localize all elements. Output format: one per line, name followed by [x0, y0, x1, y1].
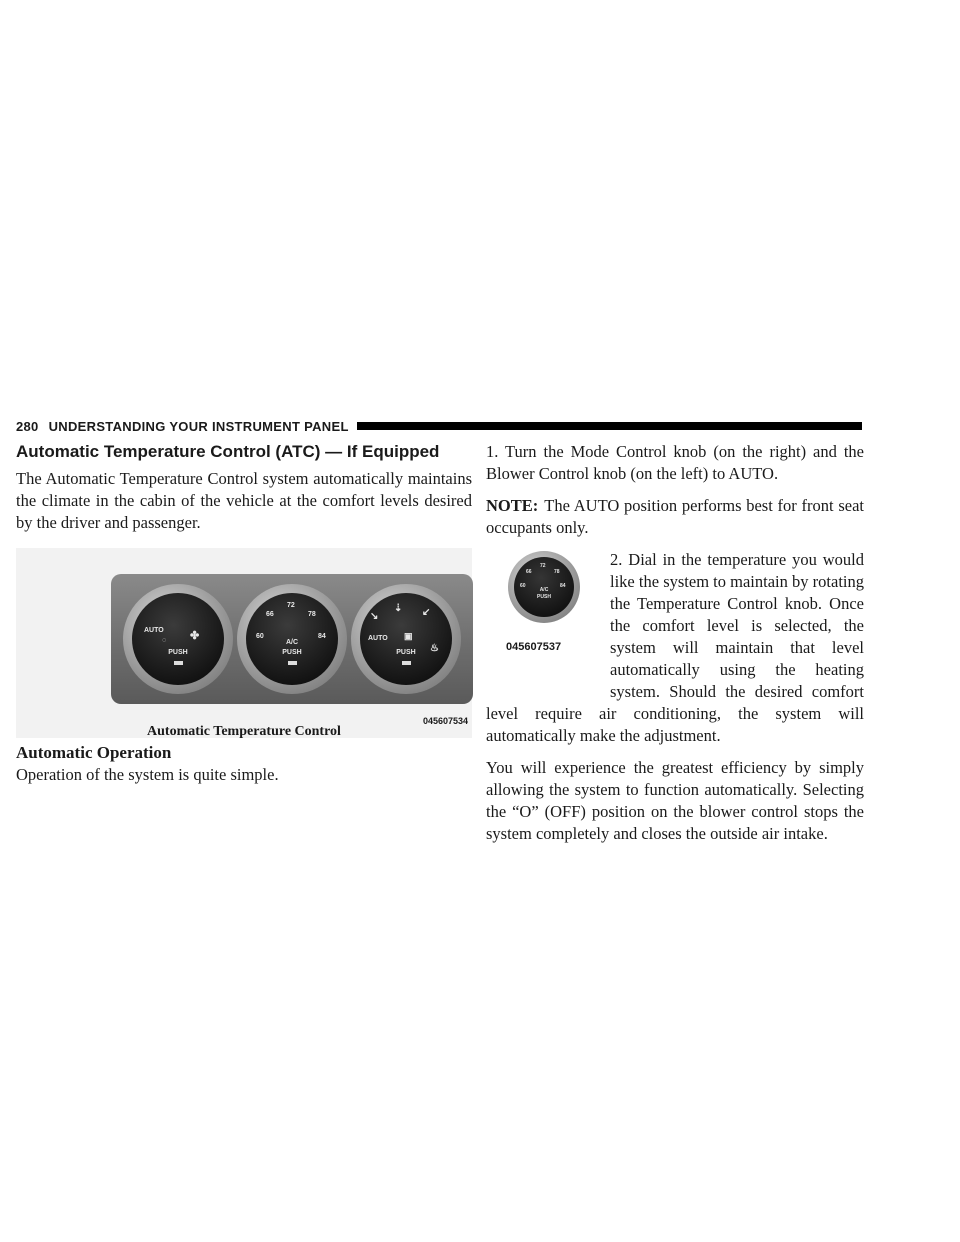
atc-figure	[16, 548, 472, 738]
step-1: 1. Turn the Mode Control knob (on the right) and the Blower Control knob (on the left) to AUTO.	[486, 442, 864, 483]
left-column	[16, 441, 472, 786]
automatic-operation-heading: Automatic Operation	[16, 743, 172, 762]
mode-knob	[351, 584, 461, 694]
figure-caption: Automatic Temperature Control	[147, 724, 341, 739]
blower-auto-label: AUTO	[144, 627, 164, 634]
defrost-icon: ♨	[430, 643, 439, 654]
step-2: 2. Dial in the temperature you would like the system to maintain by rotating the Temperature Control knob. Once the comfort level is selected, the system will maintain that level automatically using the heating system. Should the desired comfort level require air conditioning, the system will automatically make the adjustment.	[486, 550, 864, 745]
bilevel-icon: ⇣	[394, 603, 403, 614]
ac-label: A/C	[285, 639, 299, 646]
small-figure-id: 045607537	[506, 641, 562, 653]
small-72-label: 72	[540, 563, 546, 569]
note-text: The AUTO position performs best for front seat occupants only.	[486, 496, 864, 537]
blower-push-label: PUSH	[168, 649, 188, 656]
floor-icon: ↙	[422, 607, 431, 618]
page-header	[16, 418, 862, 434]
temp-78-label: 78	[308, 611, 316, 618]
mix-icon: ▣	[404, 631, 413, 641]
mode-push-label: PUSH	[396, 649, 416, 656]
operation-text: Operation of the system is quite simple.	[16, 765, 279, 784]
efficiency-text: You will experience the greatest efficiency by simply allowing the system to function automatically. Selecting the “O” (OFF) position on the blower control stops the system completely and closes the outside air intake.	[486, 758, 864, 843]
figure-id: 045607534	[422, 716, 468, 726]
section-title: UNDERSTANDING YOUR INSTRUMENT PANEL	[48, 418, 349, 434]
temperature-knob	[237, 584, 347, 694]
recirc-icon: ◌	[162, 637, 167, 644]
note-label: NOTE:	[486, 496, 539, 515]
atc-intro: The Automatic Temperature Control system automatically maintains the climate in the cabin of the vehicle at the comfort levels desired by the driver and passenger.	[16, 469, 472, 532]
small-66-label: 66	[526, 569, 532, 575]
note-paragraph	[486, 495, 864, 539]
header-rule	[357, 422, 862, 430]
small-60-label: 60	[520, 583, 526, 589]
temperature-knob-figure	[486, 549, 598, 699]
blower-knob	[123, 584, 233, 694]
small-84-label: 84	[560, 583, 566, 589]
panel-vent-icon: ↘	[370, 611, 379, 622]
mode-auto-label: AUTO	[368, 635, 388, 642]
small-78-label: 78	[554, 569, 560, 575]
fan-icon: ✤	[190, 630, 200, 642]
small-ac-label: A/C	[539, 587, 549, 593]
control-panel-image	[111, 574, 473, 704]
small-temperature-knob	[508, 551, 580, 623]
atc-heading: Automatic Temperature Control (ATC) — If Equipped	[16, 442, 440, 461]
temp-72-label: 72	[287, 602, 295, 609]
temp-push-label: PUSH	[282, 649, 302, 656]
temp-66-label: 66	[266, 611, 274, 618]
page-number: 280	[16, 418, 39, 434]
small-push-label: PUSH	[537, 594, 551, 600]
right-column	[486, 441, 864, 845]
temp-60-label: 60	[256, 633, 264, 640]
temp-84-label: 84	[318, 633, 326, 640]
